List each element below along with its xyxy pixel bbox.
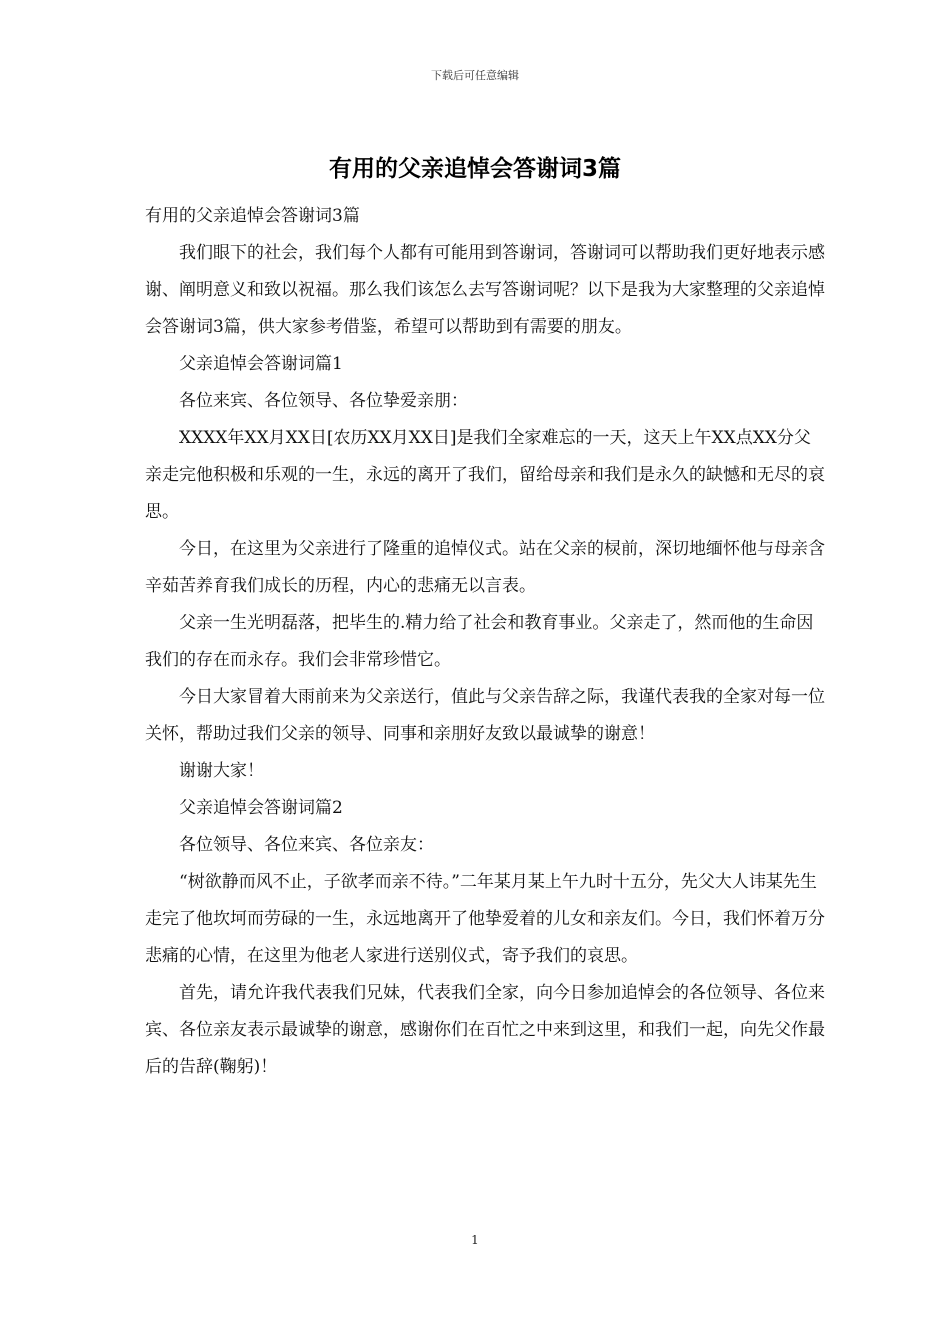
paragraph: 今日，在这里为父亲进行了隆重的追悼仪式。站在父亲的棂前，深切地缅怀他与母亲含辛茹苦养育我们成长的历程，内心的悲痛无以言表。 bbox=[145, 539, 825, 596]
closing-line: 谢谢大家！ bbox=[179, 761, 264, 781]
document-title: 有用的父亲追悼会答谢词3篇 bbox=[328, 156, 621, 182]
paragraph: 今日大家冒着大雨前来为父亲送行，值此与父亲告辞之际，我谨代表我的全家对每一位关怀，帮助过我们父亲的领导、同事和亲朋好友致以最诚挚的谢意！ bbox=[145, 687, 825, 744]
section-heading-2: 父亲追悼会答谢词篇2 bbox=[179, 798, 343, 818]
paragraph: 父亲一生光明磊落，把毕生的.精力给了社会和教育事业。父亲走了，然而他的生命因我们的存在而永存。我们会非常珍惜它。 bbox=[145, 613, 814, 670]
intro-paragraph: 我们眼下的社会，我们每个人都有可能用到答谢词，答谢词可以帮助我们更好地表示感谢、阐明意义和致以祝福。那么我们该怎么去写答谢词呢？以下是我为大家整理的父亲追悼会答谢词3篇，供大家参考借鉴，希望可以帮助到有需要的朋友。 bbox=[145, 243, 825, 337]
paragraph: “树欲静而风不止，子欲孝而亲不待。”二年某月某上午九时十五分，先父大人讳某先生走完了他坎坷而劳碌的一生，永远地离开了他挚爱着的儿女和亲友们。今日，我们怀着万分悲痛的心情，在这里为他老人家进行送别仪式，寄予我们的哀思。 bbox=[145, 872, 825, 966]
paragraph: 首先，请允许我代表我们兄妹，代表我们全家，向今日参加追悼会的各位领导、各位来宾、各位亲友表示最诚挚的谢意，感谢你们在百忙之中来到这里，和我们一起，向先父作最后的告辞(鞠躬)！ bbox=[145, 983, 825, 1077]
section-heading-1: 父亲追悼会答谢词篇1 bbox=[179, 354, 343, 374]
header-note: 下载后可任意编辑 bbox=[431, 69, 519, 82]
paragraph: XXXX年XX月XX日[农历XX月XX日]是我们全家难忘的一天，这天上午XX点XX分父亲走完他积极和乐观的一生，永远的离开了我们，留给母亲和我们是永久的缺憾和无尽的哀思。 bbox=[145, 428, 825, 522]
page-number: 1 bbox=[471, 1233, 479, 1247]
salutation-1: 各位来宾、各位领导、各位挚爱亲朋： bbox=[179, 391, 468, 411]
document-body bbox=[145, 198, 825, 1086]
salutation-2: 各位领导、各位来宾、各位亲友： bbox=[179, 835, 434, 855]
subtitle-line: 有用的父亲追悼会答谢词3篇 bbox=[145, 206, 360, 226]
